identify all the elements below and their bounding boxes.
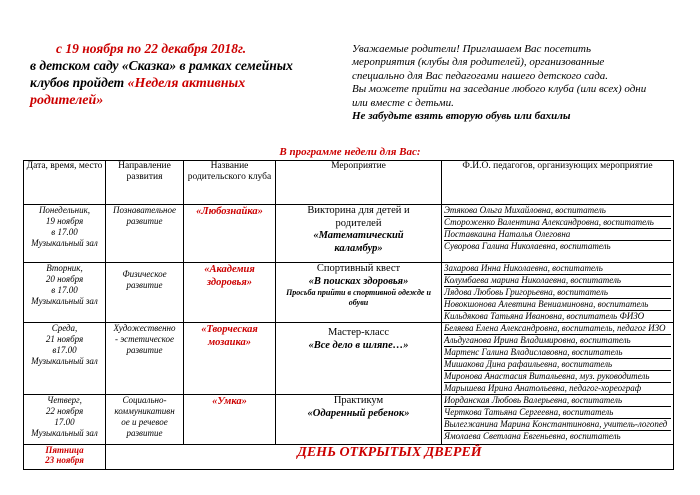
teacher-name: Альдуганова Ирина Владимировна, воспитатель	[444, 335, 671, 347]
teacher-name: Иорданская Любовь Валерьевна, воспитатель	[444, 395, 671, 407]
teacher-name: Суворова Галина Николаевна, воспитатель	[444, 241, 611, 251]
week-announcement	[30, 40, 330, 109]
teacher-name: Ямолаева Светлана Евгеньевна, воспитатель	[444, 431, 621, 441]
teacher-name: Беляева Елена Александровна, воспитатель, педагог ИЗО	[444, 323, 671, 335]
invitation-line: Вы можете прийти на заседание любого клуба (или всех) одни	[352, 83, 647, 96]
row-club: «Творческая мозаика»	[184, 323, 276, 395]
header-direction: Направление развития	[106, 161, 184, 205]
row-direction: Художественно - эстетическое развитие	[106, 323, 184, 395]
teacher-name: Колумбаева марина Николаевна, воспитатель	[444, 275, 671, 287]
row-event: Мастер-класс «Все дело в шляпе…»	[276, 323, 442, 395]
shoe-reminder: Не забудьте взять вторую обувь или бахилы	[352, 110, 571, 123]
row-date: Вторник, 20 ноября в 17.00 Музыкальный зал	[24, 263, 106, 323]
week-title-cont: родителей»	[30, 93, 104, 108]
teacher-name: Мишакова Дина рафаильевна, воспитатель	[444, 359, 671, 371]
row-event: Спортивный квест «В поисках здоровья» Просьба прийти в спортивной одежде и обуви	[276, 263, 442, 323]
teacher-name: Этякова Ольга Михайловна, воспитатель	[444, 205, 671, 217]
table-header-row	[24, 161, 674, 205]
teacher-name: Поставкаина Наталья Олеговна	[444, 229, 671, 241]
teacher-name: Черткова Татьяна Сергеевна, воспитатель	[444, 407, 671, 419]
row-direction: Физическое развитие	[106, 263, 184, 323]
parents-invitation	[352, 43, 652, 123]
teacher-name: Новокшонова Алевтина Вениаминовна, воспитатель	[444, 299, 671, 311]
row-club: «Любознайка»	[184, 205, 276, 263]
announcement-line: в детском саду «Сказка» в рамках семейных	[30, 58, 293, 73]
teacher-name: Стороженко Валентина Александровна, воспитатель	[444, 217, 671, 229]
invitation-line: или вместе с детьми.	[352, 96, 454, 109]
teacher-name: Миронова Анастасия Витальевна, муз. руководитель	[444, 371, 671, 383]
row-club: «Умка»	[184, 395, 276, 445]
row-teachers	[442, 323, 674, 395]
program-title: В программе недели для Вас:	[279, 146, 421, 158]
table-row	[24, 323, 674, 395]
teacher-name: Захарова Инна Николаевна, воспитатель	[444, 263, 671, 275]
row-event: Викторина для детей и родителей «Математический каламбур»	[276, 205, 442, 263]
teacher-name: Лядова Любовь Григорьевна, воспитатель	[444, 287, 671, 299]
row-date: Понедельник, 19 ноября в 17.00 Музыкальный зал	[24, 205, 106, 263]
week-title: «Неделя активных	[127, 76, 246, 91]
row-club: «Академия здоровья»	[184, 263, 276, 323]
announcement-dates: с 19 ноября по 22 декабря 2018г.	[56, 41, 247, 56]
header-club: Название родительского клуба	[184, 161, 276, 205]
teacher-name: Марышева Ирина Анатольевна, педагог-хореограф	[444, 383, 642, 393]
header-teachers: Ф.И.О. педагогов, организующих мероприятие	[442, 161, 674, 205]
row-date: Четверг, 22 ноября 17.00 Музыкальный зал	[24, 395, 106, 445]
table-row	[24, 263, 674, 323]
table-row	[24, 205, 674, 263]
row-direction: Социально- коммуникативн ое и речевое развитие	[106, 395, 184, 445]
invitation-line: Уважаемые родители! Приглашаем Вас посетить	[352, 43, 591, 55]
row-teachers	[442, 395, 674, 445]
header-date: Дата, время, место	[24, 161, 106, 205]
teacher-name: Мартенс Галина Владиславовна, воспитатель	[444, 347, 671, 359]
invitation-line: мероприятия (клубы для родителей), организованные	[352, 56, 605, 69]
row-teachers	[442, 263, 674, 323]
teacher-name: Кильдякова Татьяна Ивановна, воспитатель ФИЗО	[444, 311, 645, 321]
row-teachers	[442, 205, 674, 263]
open-day-row	[24, 445, 674, 470]
schedule-table	[23, 160, 674, 470]
teacher-name: Вылегжанина Марина Константиновна, учитель-логопед	[444, 419, 671, 431]
open-day-label: ДЕНЬ ОТКРЫТЫХ ДВЕРЕЙ	[106, 445, 674, 470]
header-event: Мероприятие	[276, 161, 442, 205]
announcement-line: клубов пройдет «Неделя активных	[30, 75, 246, 91]
table-row	[24, 395, 674, 445]
row-event: Практикум «Одаренный ребенок»	[276, 395, 442, 445]
invitation-line: специально для Вас педагогами нашего детского сада.	[352, 69, 609, 82]
row-direction: Познавательное развитие	[106, 205, 184, 263]
open-day-date: Пятница 23 ноября	[24, 445, 106, 470]
row-date: Среда, 21 ноября в17.00 Музыкальный зал	[24, 323, 106, 395]
